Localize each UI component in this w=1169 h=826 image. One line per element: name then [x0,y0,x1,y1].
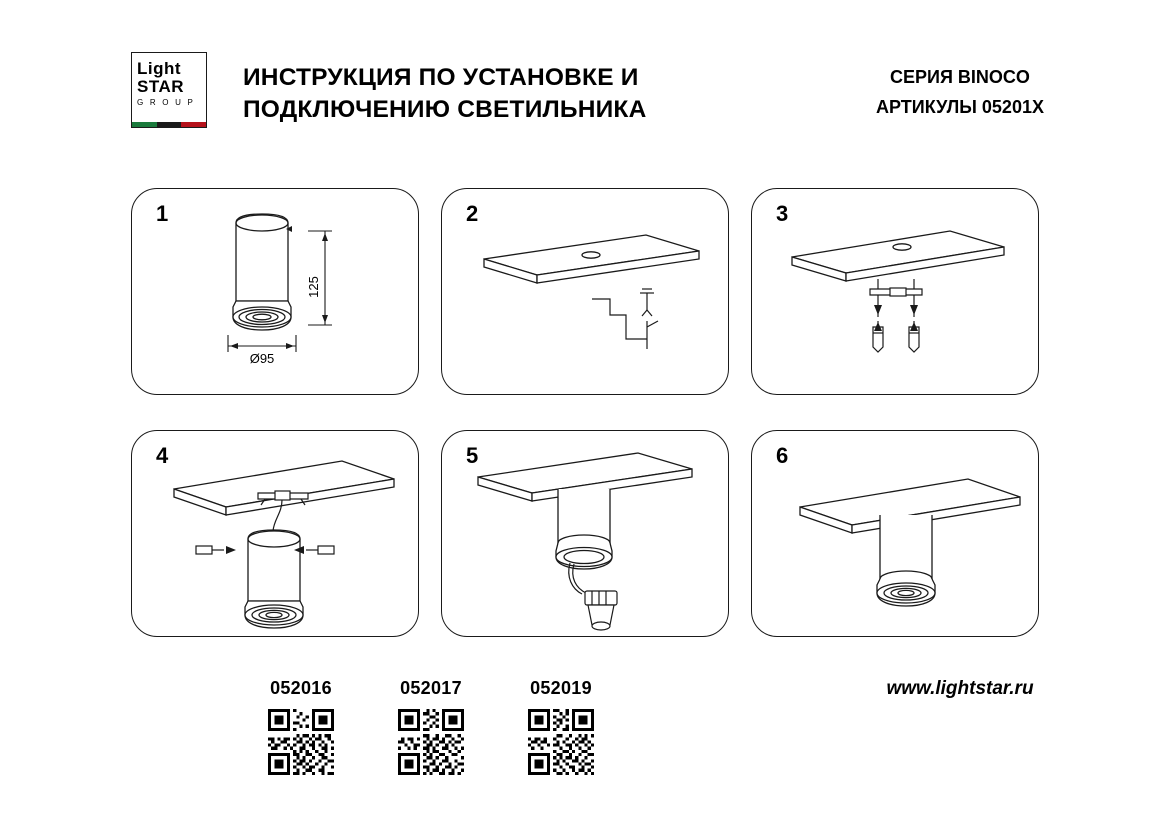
qr-code-052017 [398,709,464,775]
step-number-2: 2 [466,201,479,226]
series-info [760,62,1160,122]
logo-line-1: Light [137,59,182,78]
qr-block-052016 [246,678,356,775]
step-number-5: 5 [466,443,479,468]
step-2-illustration [442,189,730,396]
qr-label-052019: 052019 [530,678,592,698]
step-panel-2 [441,188,729,395]
series-name: СЕРИЯ BINOCO [890,67,1030,87]
step-panel-5 [441,430,729,637]
step-4-illustration [132,431,420,638]
step-number-6: 6 [776,443,789,468]
step-panel-1 [131,188,419,395]
step-panel-4 [131,430,419,637]
page-header [0,0,1169,160]
article-numbers: АРТИКУЛЫ 05201X [876,97,1044,117]
qr-code-052016 [268,709,334,775]
step-3-illustration [752,189,1040,396]
logo-line-2: STAR [137,77,185,96]
step-6-illustration [752,431,1040,638]
step-5-illustration [442,431,730,638]
svg-text:Ø95: Ø95 [249,351,275,366]
brand-logo [131,52,207,128]
svg-text:125: 125 [306,276,321,298]
title-line-2: ПОДКЛЮЧЕНИЮ СВЕТИЛЬНИКА [243,96,647,123]
step-number-4: 4 [156,443,169,468]
logo-color-bar [132,122,206,127]
step-panel-3 [751,188,1039,395]
website-url[interactable]: www.lightstar.ru [886,678,1034,699]
qr-block-052019 [506,678,616,775]
qr-label-052016: 052016 [270,678,332,698]
step-1-illustration [132,189,420,396]
step-number-1: 1 [156,201,169,226]
logo-group-text: G R O U P [137,98,196,107]
step-number-3: 3 [776,201,789,226]
title-line-1: ИНСТРУКЦИЯ ПО УСТАНОВКЕ И [243,64,639,91]
step-panel-6 [751,430,1039,637]
qr-label-052017: 052017 [400,678,462,698]
qr-block-052017 [376,678,486,775]
page-title [243,62,723,126]
qr-code-052019 [528,709,594,775]
